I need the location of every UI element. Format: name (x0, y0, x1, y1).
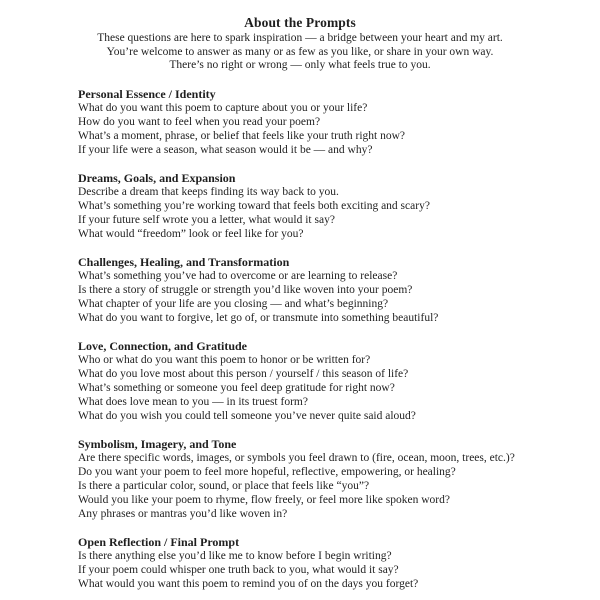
prompt-line: Do you want your poem to feel more hopeful, reflective, empowering, or healing? (78, 465, 456, 478)
section-heading: Personal Essence / Identity (78, 86, 216, 101)
prompt-line: What’s a moment, phrase, or belief that feels like your truth right now? (78, 129, 406, 142)
section-heading: Dreams, Goals, and Expansion (78, 170, 236, 185)
prompt-line: What’s something you’re working toward that feels both exciting and scary? (78, 199, 430, 212)
prompt-line: If your poem could whisper one truth back to you, what would it say? (78, 563, 399, 576)
page-title: About the Prompts (244, 15, 356, 30)
prompt-line: Who or what do you want this poem to honor or be written for? (78, 353, 371, 366)
prompt-section (78, 437, 600, 521)
prompt-line: Is there a story of struggle or strength you’d like woven into your poem? (78, 283, 413, 296)
prompt-section (78, 171, 600, 241)
section-heading: Symbolism, Imagery, and Tone (78, 436, 237, 451)
prompt-line: What’s something you’ve had to overcome or are learning to release? (78, 269, 398, 282)
intro-line: These questions are here to spark inspiration — a bridge between your heart and my art. (97, 32, 503, 44)
prompt-line: What would you want this poem to remind you of on the days you forget? (78, 577, 419, 590)
prompt-section (78, 255, 600, 325)
prompt-line: What do you love most about this person / yourself / this season of life? (78, 367, 409, 380)
prompt-line: What does love mean to you — in its truest form? (78, 395, 308, 408)
prompt-line: What do you want this poem to capture about you or your life? (78, 101, 368, 114)
prompt-line: Is there anything else you’d like me to know before I begin writing? (78, 549, 392, 562)
prompt-line: Any phrases or mantras you’d like woven in? (78, 507, 288, 520)
prompt-line: What’s something or someone you feel deep gratitude for right now? (78, 381, 395, 394)
prompt-line: What chapter of your life are you closing — and what’s beginning? (78, 297, 389, 310)
prompt-line: Is there a particular color, sound, or place that feels like “you”? (78, 479, 370, 492)
prompt-section (78, 339, 600, 423)
section-heading: Open Reflection / Final Prompt (78, 534, 240, 549)
prompt-line: What would “freedom” look or feel like for you? (78, 227, 304, 240)
prompt-line: Would you like your poem to rhyme, flow freely, or feel more like spoken word? (78, 493, 450, 506)
prompt-line: If your future self wrote you a letter, what would it say? (78, 213, 335, 226)
intro-paragraph (0, 32, 600, 73)
sections-container (0, 87, 600, 591)
prompt-section (78, 535, 600, 591)
prompt-line: Describe a dream that keeps finding its way back to you. (78, 185, 339, 198)
prompt-line: Are there specific words, images, or symbols you feel drawn to (fire, ocean, moon, trees, etc.)? (78, 451, 515, 464)
prompt-line: What do you wish you could tell someone you’ve never quite said aloud? (78, 409, 416, 422)
intro-line: There’s no right or wrong — only what feels true to you. (169, 59, 431, 72)
section-heading: Challenges, Healing, and Transformation (78, 254, 290, 269)
prompt-line: How do you want to feel when you read your poem? (78, 115, 321, 128)
prompt-line: What do you want to forgive, let go of, or transmute into something beautiful? (78, 311, 439, 324)
prompt-section (78, 87, 600, 157)
intro-line: You’re welcome to answer as many or as few as you like, or share in your own way. (106, 45, 494, 58)
prompt-line: If your life were a season, what season would it be — and why? (78, 143, 373, 156)
section-heading: Love, Connection, and Gratitude (78, 338, 248, 353)
